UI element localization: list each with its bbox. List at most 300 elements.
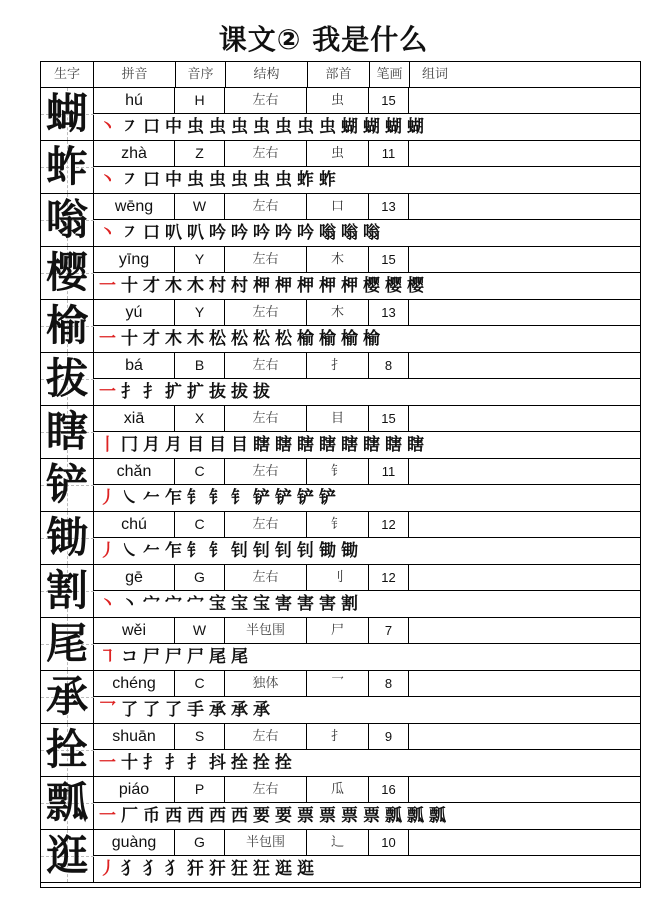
stroke-step: 乛: [99, 700, 116, 720]
words-cell: [409, 777, 640, 802]
words-cell: [409, 565, 640, 590]
stroke-step: 厂: [121, 806, 138, 826]
radical-cell: 口: [307, 194, 369, 219]
stroke-step: 一: [99, 753, 116, 773]
structure-cell: 左右: [225, 247, 307, 272]
practice-character: [41, 141, 94, 193]
stroke-step: 蝴: [407, 117, 424, 137]
index-cell: W: [175, 194, 225, 219]
practice-character: [41, 777, 94, 829]
stroke-step: 木: [165, 276, 182, 296]
stroke-step: 抖: [209, 753, 226, 773]
structure-cell: 半包围: [225, 830, 307, 855]
stroke-step: 吟: [297, 223, 314, 243]
stroke-step: 尾: [231, 647, 248, 667]
practice-character: [41, 353, 94, 405]
stroke-step: 逛: [275, 859, 292, 879]
stroke-step: 吟: [275, 223, 292, 243]
structure-cell: 左右: [225, 194, 307, 219]
strokes-cell: 15: [369, 88, 409, 113]
radical-cell: 辶: [307, 830, 369, 855]
stroke-step: 虫: [231, 117, 248, 137]
stroke-step: 宀: [187, 594, 204, 614]
stroke-step: 丶: [99, 117, 116, 137]
stroke-step: 害: [275, 594, 292, 614]
table-header: [41, 62, 640, 88]
stroke-step: 中: [165, 117, 182, 137]
header-index: 音序: [175, 62, 225, 87]
stroke-step: 口: [143, 170, 160, 190]
strokes-cell: 13: [369, 300, 409, 325]
row-info: [94, 830, 640, 856]
practice-character: [41, 194, 94, 246]
words-cell: [409, 194, 640, 219]
table-row: [41, 618, 640, 671]
words-cell: [409, 247, 640, 272]
stroke-step: 吟: [209, 223, 226, 243]
stroke-step: 虫: [253, 170, 270, 190]
radical-cell: 虫: [307, 88, 369, 113]
stroke-step: 瞎: [407, 435, 424, 455]
index-cell: H: [175, 88, 225, 113]
stroke-step: 铲: [319, 488, 336, 508]
index-cell: Z: [175, 141, 225, 166]
pinyin-cell: wēng: [94, 194, 175, 219]
character-glyph: 蝴: [45, 89, 88, 138]
stroke-step: 宝: [209, 594, 226, 614]
strokes-cell: 12: [369, 565, 409, 590]
stroke-step: 一: [99, 329, 116, 349]
stroke-step: ㇇: [121, 117, 138, 137]
table-row: [41, 671, 640, 724]
radical-cell: 虫: [307, 141, 369, 166]
structure-cell: 半包围: [225, 618, 307, 643]
character-glyph: 榆: [45, 301, 88, 350]
stroke-order: [99, 803, 637, 829]
stroke-step: 钅: [209, 541, 226, 561]
character-glyph: 割: [45, 566, 88, 615]
structure-cell: 左右: [225, 406, 307, 431]
index-cell: B: [175, 353, 225, 378]
stroke-step: 蝴: [363, 117, 380, 137]
row-info: [94, 141, 640, 167]
strokes-cell: 9: [369, 724, 409, 749]
index-cell: C: [175, 671, 225, 696]
stroke-step: 犭: [121, 859, 138, 879]
stroke-step: 要: [275, 806, 292, 826]
stroke-order: [99, 750, 637, 776]
strokes-cell: 8: [369, 671, 409, 696]
character-glyph: 承: [45, 672, 88, 721]
stroke-step: 虫: [209, 117, 226, 137]
stroke-step: 扩: [165, 382, 182, 402]
stroke-step: 嗡: [341, 223, 358, 243]
strokes-cell: 11: [369, 141, 409, 166]
stroke-step: 一: [99, 382, 116, 402]
words-cell: [409, 353, 640, 378]
stroke-step: 吟: [231, 223, 248, 243]
stroke-step: ㇇: [121, 223, 138, 243]
radical-cell: 瓜: [307, 777, 369, 802]
radical-cell: 木: [307, 300, 369, 325]
stroke-step: 榆: [363, 329, 380, 349]
stroke-step: 尸: [143, 647, 160, 667]
pinyin-cell: chú: [94, 512, 175, 537]
stroke-step: 柙: [341, 276, 358, 296]
strokes-cell: 10: [369, 830, 409, 855]
stroke-step: 承: [253, 700, 270, 720]
stroke-step: 了: [121, 700, 138, 720]
stroke-step: 票: [319, 806, 336, 826]
stroke-step: 十: [121, 276, 138, 296]
stroke-order: [99, 114, 637, 140]
practice-character: [41, 671, 94, 723]
header-radical: 部首: [307, 62, 369, 87]
stroke-step: 松: [275, 329, 292, 349]
stroke-order: [99, 379, 637, 405]
stroke-step: 害: [297, 594, 314, 614]
pinyin-cell: gē: [94, 565, 175, 590]
stroke-order: [99, 856, 637, 882]
stroke-step: コ: [121, 647, 138, 667]
stroke-step: 丶: [99, 223, 116, 243]
strokes-cell: 15: [369, 406, 409, 431]
strokes-cell: 12: [369, 512, 409, 537]
strokes-cell: 7: [369, 618, 409, 643]
stroke-step: 月: [165, 435, 182, 455]
table-row: [41, 300, 640, 353]
radical-cell: 木: [307, 247, 369, 272]
stroke-step: 锄: [319, 541, 336, 561]
stroke-step: 榆: [341, 329, 358, 349]
stroke-order: [99, 591, 637, 617]
stroke-step: 柙: [275, 276, 292, 296]
practice-character: [41, 618, 94, 670]
index-cell: G: [175, 830, 225, 855]
stroke-step: 蚱: [297, 170, 314, 190]
table-row: [41, 88, 640, 141]
stroke-step: 乍: [165, 541, 182, 561]
stroke-step: 铲: [297, 488, 314, 508]
stroke-step: 虫: [253, 117, 270, 137]
words-cell: [409, 618, 640, 643]
structure-cell: 左右: [225, 141, 307, 166]
practice-character: [41, 830, 94, 882]
stroke-step: 尸: [187, 647, 204, 667]
stroke-step: 要: [253, 806, 270, 826]
character-glyph: 瓢: [45, 778, 88, 827]
table-row: [41, 353, 640, 406]
header-pinyin: 拼音: [121, 67, 148, 82]
row-info: [94, 406, 640, 432]
stroke-order: [99, 273, 637, 299]
pinyin-cell: yīng: [94, 247, 175, 272]
stroke-step: 宝: [253, 594, 270, 614]
stroke-step: 瓢: [429, 806, 446, 826]
character-glyph: 铲: [45, 460, 88, 509]
stroke-step: 钊: [297, 541, 314, 561]
stroke-step: 瞎: [341, 435, 358, 455]
stroke-step: 扌: [187, 753, 204, 773]
table-row: [41, 565, 640, 618]
stroke-step: 扌: [121, 382, 138, 402]
stroke-step: 钅: [209, 488, 226, 508]
stroke-step: 瞎: [253, 435, 270, 455]
stroke-step: 宀: [143, 594, 160, 614]
index-cell: X: [175, 406, 225, 431]
stroke-step: 拔: [231, 382, 248, 402]
stroke-step: 丶: [121, 594, 138, 614]
structure-cell: 左右: [225, 459, 307, 484]
stroke-step: 钅: [187, 488, 204, 508]
row-info: [94, 777, 640, 803]
stroke-step: 叭: [165, 223, 182, 243]
table-row: [41, 459, 640, 512]
stroke-step: 丨: [99, 435, 116, 455]
stroke-order: [99, 220, 637, 246]
practice-character: [41, 406, 94, 458]
stroke-step: 瞎: [297, 435, 314, 455]
stroke-step: 锄: [341, 541, 358, 561]
stroke-step: 了: [165, 700, 182, 720]
stroke-step: 目: [209, 435, 226, 455]
stroke-step: 蝴: [385, 117, 402, 137]
stroke-step: 票: [297, 806, 314, 826]
stroke-step: 冂: [121, 435, 138, 455]
structure-cell: 左右: [225, 300, 307, 325]
stroke-step: 西: [209, 806, 226, 826]
stroke-step: 十: [121, 753, 138, 773]
practice-character: [41, 565, 94, 617]
stroke-step: 钊: [231, 541, 248, 561]
practice-character: [41, 88, 94, 140]
header-words: 组词: [409, 62, 640, 87]
stroke-step: 木: [187, 276, 204, 296]
words-cell: [409, 141, 640, 166]
words-cell: [409, 88, 640, 113]
stroke-step: 柙: [297, 276, 314, 296]
stroke-step: 十: [121, 329, 138, 349]
stroke-step: 虫: [275, 117, 292, 137]
stroke-step: 柙: [253, 276, 270, 296]
stroke-step: 虫: [187, 117, 204, 137]
stroke-step: 月: [143, 435, 160, 455]
stroke-step: 乍: [165, 488, 182, 508]
character-glyph: 拔: [45, 354, 88, 403]
stroke-step: 中: [165, 170, 182, 190]
practice-character: [41, 300, 94, 352]
stroke-step: 口: [143, 223, 160, 243]
stroke-step: 拴: [275, 753, 292, 773]
radical-cell: 钅: [307, 459, 369, 484]
stroke-step: 害: [319, 594, 336, 614]
stroke-step: 西: [187, 806, 204, 826]
page-title: 课文② 我是什么: [218, 23, 429, 56]
stroke-step: 蝴: [341, 117, 358, 137]
radical-cell: 乛: [307, 671, 369, 696]
stroke-step: 犴: [209, 859, 226, 879]
stroke-step: 币: [143, 806, 160, 826]
table-row: [41, 406, 640, 459]
pinyin-cell: wěi: [94, 618, 175, 643]
structure-cell: 左右: [225, 565, 307, 590]
words-cell: [409, 459, 640, 484]
row-info: [94, 618, 640, 644]
stroke-step: 蚱: [319, 170, 336, 190]
row-info: [94, 353, 640, 379]
stroke-step: 瓢: [407, 806, 424, 826]
stroke-step: 瞎: [275, 435, 292, 455]
character-table: [40, 61, 641, 888]
structure-cell: 左右: [225, 353, 307, 378]
table-row: [41, 512, 640, 565]
stroke-step: 瓢: [385, 806, 402, 826]
stroke-step: ㇕: [99, 647, 116, 667]
stroke-step: 村: [209, 276, 226, 296]
structure-cell: 左右: [225, 724, 307, 749]
radical-cell: 钅: [307, 512, 369, 537]
stroke-step: 𠂉: [143, 488, 160, 508]
stroke-step: 铲: [253, 488, 270, 508]
stroke-step: 狂: [231, 859, 248, 879]
stroke-step: 木: [165, 329, 182, 349]
stroke-step: 承: [231, 700, 248, 720]
stroke-step: 虫: [275, 170, 292, 190]
words-cell: [409, 406, 640, 431]
stroke-step: 票: [341, 806, 358, 826]
character-glyph: 嗡: [45, 195, 88, 244]
stroke-step: 樱: [363, 276, 380, 296]
stroke-step: 虫: [187, 170, 204, 190]
practice-character: [41, 512, 94, 564]
stroke-order: [99, 167, 637, 193]
stroke-step: 嗡: [363, 223, 380, 243]
stroke-step: 拴: [253, 753, 270, 773]
row-info: [94, 671, 640, 697]
pinyin-cell: bá: [94, 353, 175, 378]
character-glyph: 尾: [45, 619, 88, 668]
stroke-step: 榆: [297, 329, 314, 349]
stroke-step: 宀: [165, 594, 182, 614]
stroke-step: 瞎: [363, 435, 380, 455]
table-row: [41, 830, 640, 883]
pinyin-cell: xiā: [94, 406, 175, 431]
index-cell: C: [175, 512, 225, 537]
structure-cell: 左右: [225, 88, 307, 113]
index-cell: W: [175, 618, 225, 643]
row-info: [94, 565, 640, 591]
stroke-step: 𠂉: [143, 541, 160, 561]
character-glyph: 锄: [45, 513, 88, 562]
stroke-step: 丿: [99, 488, 116, 508]
stroke-step: 樱: [385, 276, 402, 296]
radical-cell: 扌: [307, 353, 369, 378]
stroke-step: 木: [187, 329, 204, 349]
stroke-step: 扌: [143, 382, 160, 402]
stroke-step: ㇇: [121, 170, 138, 190]
stroke-step: 虫: [231, 170, 248, 190]
pinyin-cell: hú: [94, 88, 175, 113]
stroke-step: 钊: [253, 541, 270, 561]
stroke-step: 扩: [187, 382, 204, 402]
stroke-step: 尸: [165, 647, 182, 667]
stroke-step: 虫: [209, 170, 226, 190]
radical-cell: 目: [307, 406, 369, 431]
stroke-step: 尾: [209, 647, 226, 667]
stroke-step: 柙: [319, 276, 336, 296]
stroke-order: [99, 432, 637, 458]
stroke-step: 钊: [275, 541, 292, 561]
stroke-step: 割: [341, 594, 358, 614]
row-info: [94, 459, 640, 485]
radical-cell: 扌: [307, 724, 369, 749]
index-cell: Y: [175, 247, 225, 272]
table-row: [41, 247, 640, 300]
character-glyph: 蚱: [45, 142, 88, 191]
stroke-step: 承: [209, 700, 226, 720]
strokes-cell: 15: [369, 247, 409, 272]
stroke-step: 丿: [99, 541, 116, 561]
stroke-step: 手: [187, 700, 204, 720]
stroke-step: ㇏: [121, 488, 138, 508]
header-structure: 结构: [225, 62, 307, 87]
stroke-step: 狂: [253, 859, 270, 879]
stroke-step: 目: [231, 435, 248, 455]
stroke-step: 榆: [319, 329, 336, 349]
index-cell: C: [175, 459, 225, 484]
stroke-order: [99, 644, 637, 670]
stroke-step: 才: [143, 329, 160, 349]
stroke-step: 一: [99, 276, 116, 296]
stroke-step: 瞎: [385, 435, 402, 455]
index-cell: P: [175, 777, 225, 802]
stroke-step: 扌: [143, 753, 160, 773]
strokes-cell: 13: [369, 194, 409, 219]
pinyin-cell: zhà: [94, 141, 175, 166]
table-row: [41, 777, 640, 830]
stroke-step: 抜: [209, 382, 226, 402]
stroke-step: 一: [99, 806, 116, 826]
stroke-step: 松: [209, 329, 226, 349]
stroke-order: [99, 697, 637, 723]
character-glyph: 逛: [45, 831, 88, 880]
index-cell: Y: [175, 300, 225, 325]
stroke-step: 叭: [187, 223, 204, 243]
radical-cell: 尸: [307, 618, 369, 643]
pinyin-cell: yú: [94, 300, 175, 325]
stroke-step: 虫: [319, 117, 336, 137]
stroke-step: 钅: [187, 541, 204, 561]
stroke-step: 吟: [253, 223, 270, 243]
character-glyph: 樱: [45, 248, 88, 297]
stroke-step: 票: [363, 806, 380, 826]
stroke-step: 丶: [99, 170, 116, 190]
index-cell: G: [175, 565, 225, 590]
stroke-step: 宝: [231, 594, 248, 614]
stroke-step: 樱: [407, 276, 424, 296]
stroke-step: 才: [143, 276, 160, 296]
words-cell: [409, 300, 640, 325]
stroke-step: ㇏: [121, 541, 138, 561]
stroke-step: 松: [253, 329, 270, 349]
practice-character: [41, 724, 94, 776]
stroke-step: 犭: [165, 859, 182, 879]
table-row: [41, 724, 640, 777]
stroke-step: 丶: [99, 594, 116, 614]
stroke-step: 口: [143, 117, 160, 137]
words-cell: [409, 512, 640, 537]
stroke-step: 拔: [253, 382, 270, 402]
